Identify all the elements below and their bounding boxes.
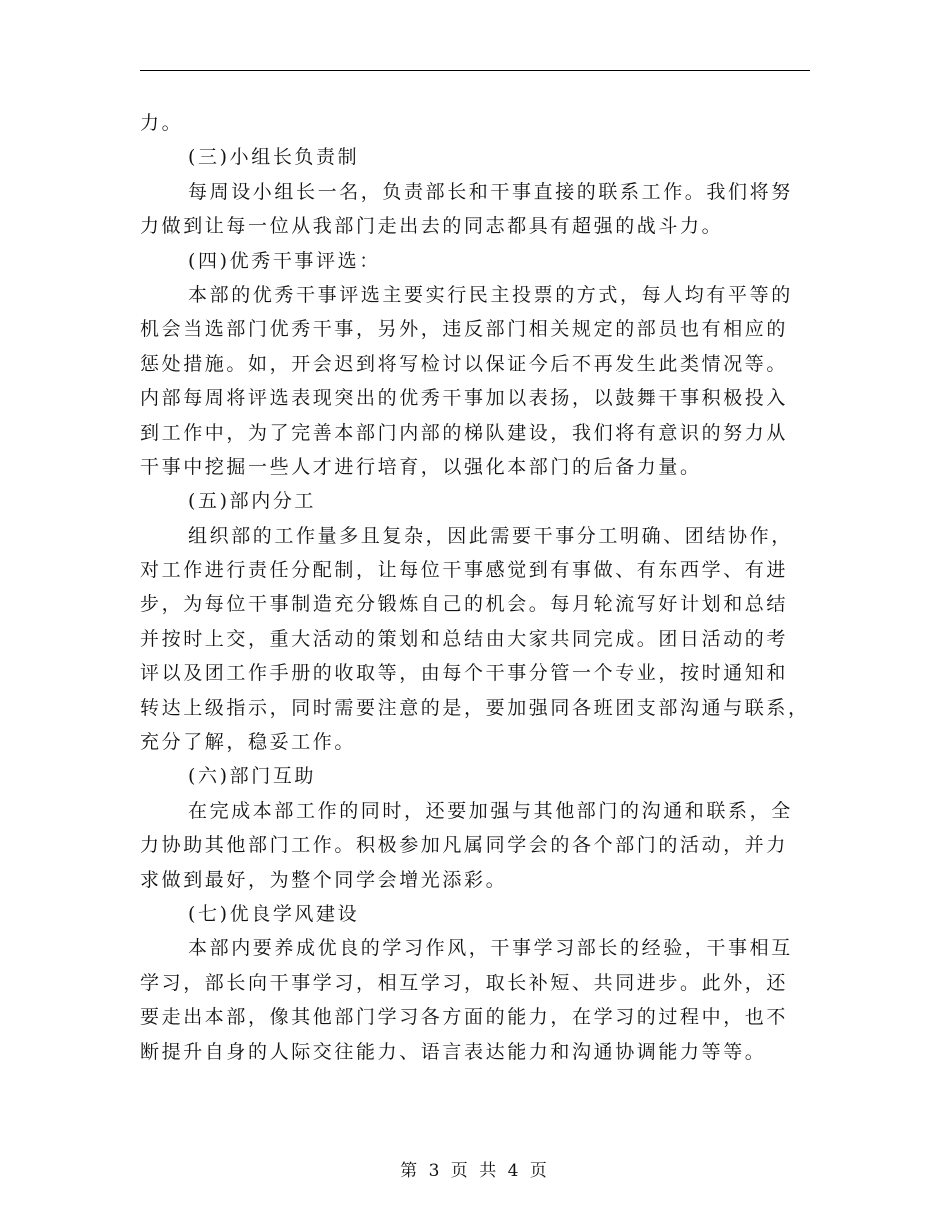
text-line: 内部每周将评选表现突出的优秀干事加以表扬，以鼓舞干事积极投入 [140, 387, 789, 410]
text-line: 力协助其他部门工作。积极参加凡属同学会的各个部门的活动，并力 [140, 834, 789, 857]
section-heading: (七)优良学风建设 [188, 902, 360, 925]
text-line: 求做到最好，为整个同学会增光添彩。 [140, 868, 508, 891]
text-line: 组织部的工作量多且复杂，因此需要干事分工明确、团结协作， [188, 524, 793, 547]
text-line: 断提升自身的人际交往能力、语言表达能力和沟通协调能力等等。 [140, 1040, 767, 1063]
section-heading: (六)部门互助 [188, 765, 317, 788]
text-line: 并按时上交，重大活动的策划和总结由大家共同完成。团日活动的考 [140, 627, 789, 650]
section-heading: (五)部内分工 [188, 490, 317, 513]
text-line: 转达上级指示，同时需要注意的是，要加强同各班团支部沟通与联系， [140, 696, 810, 719]
text-line: 步，为每位干事制造充分锻炼自己的机会。每月轮流写好计划和总结 [140, 593, 789, 616]
text-line: 评以及团工作手册的收取等，由每个干事分管一个专业，按时通知和 [140, 662, 789, 685]
body-text [140, 106, 810, 1069]
text-line: 本部的优秀干事评选主要实行民主投票的方式，每人均有平等的 [188, 283, 793, 306]
text-line: 干事中挖掘一些人才进行培育，以强化本部门的后备力量。 [140, 455, 702, 478]
header-rule [140, 70, 810, 71]
text-line: 惩处措施。如，开会迟到将写检讨以保证今后不再发生此类情况等。 [140, 352, 789, 375]
text-line: 机会当选部门优秀干事，另外，违反部门相关规定的部员也有相应的 [140, 318, 789, 341]
text-line: 学习，部长向干事学习，相互学习，取长补短、共同进步。此外，还 [140, 971, 789, 994]
text-line: 要走出本部，像其他部门学习各方面的能力，在学习的过程中，也不 [140, 1006, 789, 1029]
section-heading: (三)小组长负责制 [188, 146, 360, 169]
page-number-footer: 第 3 页 共 4 页 [400, 1161, 550, 1181]
text-line: 充分了解，稳妥工作。 [140, 731, 357, 754]
text-line: 力。 [140, 112, 184, 134]
text-line: 到工作中，为了完善本部门内部的梯队建设，我们将有意识的努力从 [140, 421, 789, 444]
text-line: 在完成本部工作的同时，还要加强与其他部门的沟通和联系，全 [188, 799, 793, 822]
text-line: 每周设小组长一名，负责部长和干事直接的联系工作。我们将努 [188, 180, 793, 203]
section-heading: (四)优秀干事评选： [188, 249, 381, 272]
text-line: 本部内要养成优良的学习作风，干事学习部长的经验，干事相互 [188, 937, 793, 960]
text-line: 对工作进行责任分配制，让每位干事感觉到有事做、有东西学、有进 [140, 559, 789, 582]
text-line: 力做到让每一位从我部门走出去的同志都具有超强的战斗力。 [140, 215, 724, 238]
